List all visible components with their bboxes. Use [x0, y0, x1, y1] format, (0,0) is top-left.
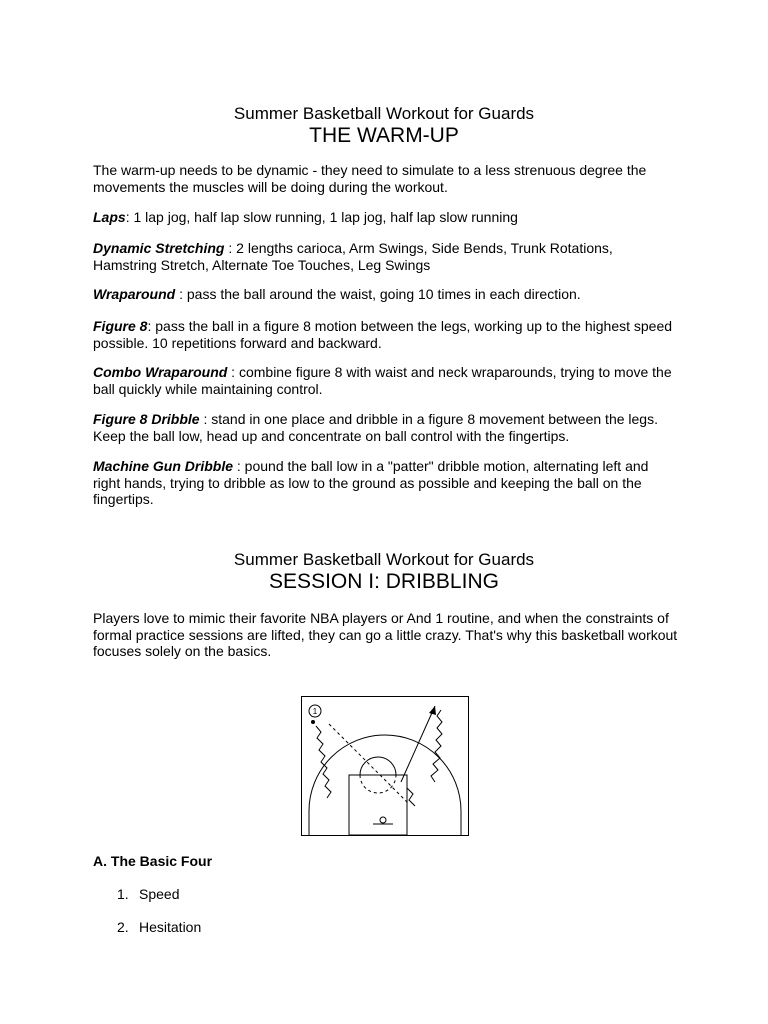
item-wraparound [93, 286, 678, 303]
list-label: Speed [139, 886, 180, 902]
item-text: : 2 lengths carioca, Arm Swings, Side Bends, Trunk Rotations, Hamstring Stretch, Alternate Toe Touches, Leg Swings [93, 240, 613, 273]
item-figure-8-dribble [93, 411, 678, 444]
warmup-intro: The warm-up needs to be dynamic - they need to simulate to a less strenuous degree the movements the muscles will be doing during the workout. [93, 162, 647, 195]
session-title: SESSION I: DRIBBLING [269, 570, 499, 593]
item-term: Machine Gun Dribble [93, 458, 234, 474]
list-number: 1. [117, 886, 129, 902]
item-term: Combo Wraparound [93, 364, 228, 380]
item-dynamic-stretching [93, 240, 678, 273]
item-text: : pass the ball in a figure 8 motion between the legs, working up to the highest speed possible. 10 repetitions forward and backward. [93, 318, 673, 351]
item-term: Figure 8 [93, 318, 148, 334]
item-text: : stand in one place and dribble in a figure 8 movement between the legs. Keep the ball low, head up and concentrate on ball control with the fingertips. [93, 411, 658, 444]
item-laps [93, 209, 678, 226]
session-subtitle: Summer Basketball Workout for Guards [233, 550, 535, 569]
item-text: : pass the ball around the waist, going 10 times in each direction. [175, 286, 581, 302]
item-text: : combine figure 8 with waist and neck wraparounds, trying to move the ball quickly while maintaining control. [93, 364, 672, 397]
list-number: 2. [117, 919, 129, 935]
player-label: 1 [312, 707, 318, 716]
basic-four-heading: A. The Basic Four [93, 853, 213, 869]
list-label: Hesitation [139, 919, 202, 935]
item-term: Laps [93, 209, 126, 225]
item-term: Dynamic Stretching [93, 240, 225, 256]
warmup-subtitle: Summer Basketball Workout for Guards [233, 104, 535, 123]
item-figure-8 [93, 318, 678, 351]
item-term: Figure 8 Dribble [93, 411, 200, 427]
warmup-title: THE WARM-UP [309, 124, 459, 147]
item-text: : pound the ball low in a "patter" dribble motion, alternating left and right hands, trying to dribble as low to the ground as possible and keeping the ball on the fingertips. [93, 458, 649, 507]
ball-marker [311, 720, 315, 724]
item-term: Wraparound [93, 286, 176, 302]
item-combo-wraparound [93, 364, 678, 397]
list-item [117, 919, 201, 936]
item-text: : 1 lap jog, half lap slow running, 1 lap jog, half lap slow running [125, 209, 518, 225]
court-diagram [301, 696, 469, 836]
court-border [302, 697, 469, 836]
session-intro: Players love to mimic their favorite NBA players or And 1 routine, and when the constraints of formal practice sessions are lifted, they can go a little crazy. That's why this basketball workout focuses solely on the basics. [93, 610, 678, 659]
item-machine-gun-dribble [93, 458, 678, 508]
list-item [117, 886, 179, 903]
